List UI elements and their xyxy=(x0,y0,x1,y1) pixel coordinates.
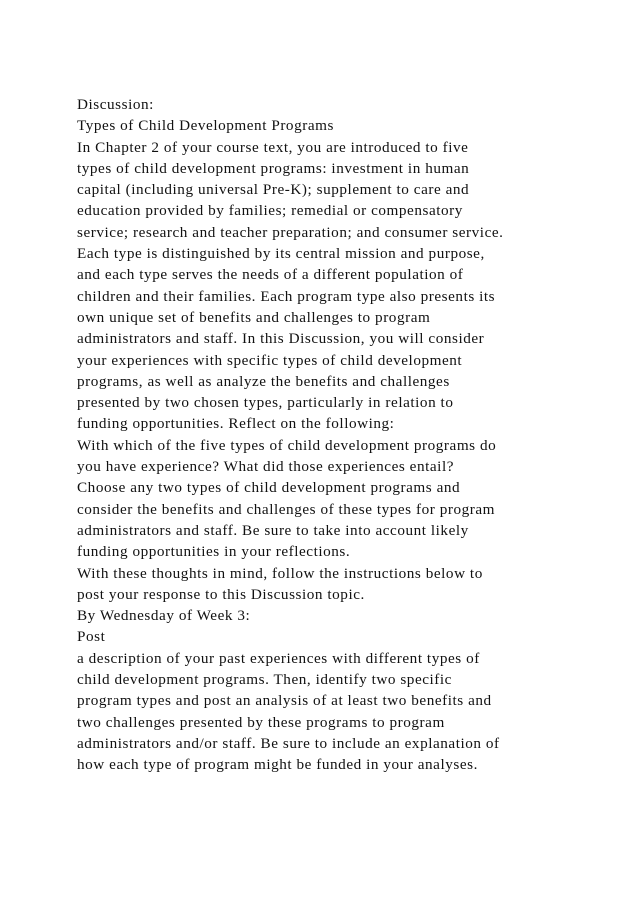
text-line: consider the benefits and challenges of these types for program xyxy=(77,500,496,518)
text-line: funding opportunities in your reflections. xyxy=(77,543,351,561)
text-line: funding opportunities. Reflect on the following: xyxy=(77,415,395,433)
text-line: program types and post an analysis of at least two benefits and xyxy=(77,692,492,710)
text-line: service; research and teacher preparation; and consumer service. xyxy=(77,223,504,241)
text-line: your experiences with specific types of child development xyxy=(77,351,463,369)
document-body xyxy=(77,94,577,776)
text-line: own unique set of benefits and challenges to program xyxy=(77,308,431,326)
text-line: education provided by families; remedial or compensatory xyxy=(77,202,463,220)
discussion-title: Types of Child Development Programs xyxy=(77,117,334,135)
text-line: types of child development programs: investment in human xyxy=(77,159,470,177)
text-line: capital (including universal Pre-K); supplement to care and xyxy=(77,181,470,199)
text-line: administrators and staff. In this Discussion, you will consider xyxy=(77,330,485,348)
text-line: programs, as well as analyze the benefits and challenges xyxy=(77,372,450,390)
deadline-heading: By Wednesday of Week 3: xyxy=(77,607,251,625)
text-line: children and their families. Each program type also presents its xyxy=(77,287,496,305)
text-line: Each type is distinguished by its central mission and purpose, xyxy=(77,245,485,263)
text-line: In Chapter 2 of your course text, you are introduced to five xyxy=(77,138,469,156)
post-heading: Post xyxy=(77,628,106,646)
heading-discussion: Discussion: xyxy=(77,96,154,113)
text-line: post your response to this Discussion topic. xyxy=(77,585,365,603)
text-line: and each type serves the needs of a different population of xyxy=(77,266,464,284)
text-line: With these thoughts in mind, follow the instructions below to xyxy=(77,564,483,582)
text-line: With which of the five types of child development programs do xyxy=(77,436,497,454)
text-line: you have experience? What did those experiences entail? xyxy=(77,458,455,476)
text-line: how each type of program might be funded in your analyses. xyxy=(77,756,478,774)
text-line: administrators and/or staff. Be sure to include an explanation of xyxy=(77,734,500,752)
text-line: a description of your past experiences with different types of xyxy=(77,649,480,667)
text-line: Choose any two types of child development programs and xyxy=(77,479,461,497)
text-line: child development programs. Then, identify two specific xyxy=(77,671,452,689)
text-line: administrators and staff. Be sure to take into account likely xyxy=(77,521,469,539)
text-line: two challenges presented by these programs to program xyxy=(77,713,445,731)
text-line: presented by two chosen types, particularly in relation to xyxy=(77,394,454,412)
